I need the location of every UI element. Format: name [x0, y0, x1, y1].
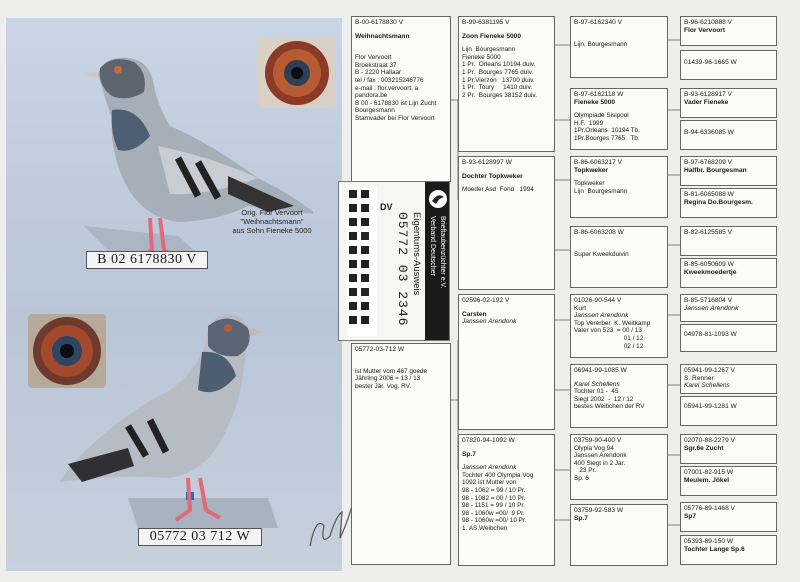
gen3-box [570, 156, 668, 218]
pigeon-info: Lijn, Bourgesmann [574, 40, 628, 48]
ring-number: 03759-92-583 W [574, 507, 624, 514]
pigeon-name: Dochter Topkweker [462, 172, 523, 180]
gen4-box [680, 226, 777, 256]
ring-number: B-93-6128917 V [684, 91, 733, 98]
pigeon-name: Sp.7 [574, 514, 588, 522]
ring-number: 02596-02-192 V [462, 297, 510, 304]
gen3-box [570, 504, 668, 566]
pigeon-name: Kurt [574, 304, 587, 312]
dam-dam-box [458, 434, 555, 566]
federation-logo-icon [427, 188, 449, 210]
breeder-name: Janssen Arendonk [462, 318, 517, 326]
sire-caption-line: aus Sohn Fieneke 5000 [232, 226, 312, 235]
card-federation-line2: Brieftaubenzüchter e.V. [439, 216, 446, 289]
ring-number: B-99-6381195 V [462, 19, 510, 26]
gen3-box [570, 294, 668, 358]
ring-number: B-85-6050609 W [684, 261, 734, 268]
gen3-box [570, 434, 668, 500]
pigeon-name: S. Renner [684, 374, 714, 382]
pigeon-name: Weihnachtsmann [355, 32, 410, 40]
sire-dam-box [458, 156, 555, 290]
ring-number: B-82-6125585 V [684, 229, 733, 236]
sire-caption-line: "Weihnachtsmann" [240, 217, 304, 226]
pigeon-name: Halfbr. Bourgesman [684, 166, 747, 174]
gen4-box [680, 16, 777, 46]
gen4-box [680, 396, 777, 426]
ring-number: 01026-90-544 V [574, 297, 622, 304]
gen4-box [680, 120, 777, 150]
ring-number: B-97-6768209 V [684, 159, 733, 166]
pigeon-name: Vader Fieneke [684, 98, 729, 106]
sire-sire-box [458, 16, 555, 152]
pigeon-name: Kweekmoedertje [684, 268, 737, 276]
gen4-box [680, 294, 777, 322]
gen3-box [570, 16, 668, 78]
breeder-name: Janssen Arendonk [684, 304, 739, 312]
card-number: 05772 03 2346 [395, 212, 410, 327]
gen4-box [680, 466, 777, 496]
ring-number: 05941-99-1281 W [684, 403, 737, 410]
pigeon-info: Lijn Bourgesmann Fieneke 5000 1 Pr. Orleans 10194 duiv. 1 Pr. Bourges 7765 duiv. 1 Pr.Vierzon 13700 duiv. 1 Pr. Toury 1410 duiv. 2 Pr. Bourges 38152 duiv. [462, 46, 537, 99]
gen4-box [680, 50, 777, 80]
pigeon-name: Fieneke 5000 [574, 98, 616, 106]
pigeon-name: Regina Do.Bourgesm. [684, 198, 753, 206]
gen4-box [680, 502, 777, 532]
pigeon-info: Topkweker Lijn Bourgesmann [574, 180, 628, 195]
ring-number: 05772-03-712 W [355, 346, 405, 353]
dam-ring-label: 05772 03 712 W [138, 528, 262, 546]
pigeon-name: Zoon Fieneke 5000 [462, 32, 521, 40]
pigeon-info: Olypia Vog 94 Janssen Arendonk 400 Siegt in 2 Jar. 23 Pr. Sp. 6 [574, 444, 627, 482]
pigeon-info: ist Mutter vom 467 goede Jährling 2006 = 13 / 13 bester Jär. Vog. RV. [355, 367, 428, 390]
ring-number: B-86-6063208 W [574, 229, 624, 236]
pigeon-info: Flor Vervoort Broekstraat 37 B - 2220 Hallaar tel / fax : 003215246776 e-mail : flor.vervoort. a pandora.be B 00 - 6178830 ist Lijn Zucht Bourgesmann Stamvader bei Flor Vervoort [355, 54, 437, 122]
ring-number: B-97-6162340 V [574, 19, 623, 26]
ring-number: B-81-6065088 W [684, 191, 734, 198]
gen4-box [680, 324, 777, 352]
ring-number: 07001-82-915 W [684, 469, 734, 476]
sire-ring-label: B 02 6178830 V [86, 251, 208, 269]
sire-box [351, 16, 451, 182]
ring-number: 03759-90-400 V [574, 437, 622, 444]
card-federation-line1: Verband Deutscher [429, 216, 436, 276]
ring-number: B-97-6162118 W [574, 91, 624, 98]
sire-caption-line: Orig. Flor Vervoort [241, 208, 303, 217]
ring-number: 01439-96-1665 W [684, 59, 737, 66]
ring-number: 05393-89-150 W [684, 538, 734, 545]
pigeon-name: Flor Vervoort [684, 26, 726, 34]
gen4-box [680, 156, 777, 186]
pigeon-info: Tochter 01 - 45 Siegt 2002 - 12 / 12 bestes Weibchen der RV [574, 388, 645, 411]
pigeon-name: Sgr.6e Zucht [684, 444, 724, 452]
card-prefix: DV [380, 202, 393, 212]
gen4-box [680, 88, 777, 118]
ring-number: B-93-6128997 W [462, 159, 512, 166]
ring-number: B-96-6210888 V [684, 19, 733, 26]
card-federation-strip [425, 182, 450, 341]
pigeon-name: Sp.7 [462, 450, 476, 458]
pigeon-name: Meulem. Jökel [684, 476, 730, 484]
pigeon-name: Topkweker [574, 166, 608, 174]
ring-number: 05776-89-1468 V [684, 505, 735, 512]
gen4-box [680, 434, 777, 464]
breeder-name: Karel Schellens [574, 380, 620, 388]
gen4-box [680, 535, 777, 565]
breeder-name: Janssen Arendonk [462, 464, 517, 472]
pigeon-info: Top Vererber K. Weitkamp Vater von 523 = 00 / 13 01 / 12 02 / 12 [574, 319, 651, 350]
ring-number: B-86-6063217 V [574, 159, 623, 166]
pigeon-name: Tochter Lange Sp.6 [684, 545, 745, 553]
pigeon-info: Moeder Asd Fond 1994 [462, 186, 534, 194]
ring-number: B-00-6178830 V [355, 19, 404, 26]
breeder-name: Janssen Arendonk [574, 312, 629, 320]
gen3-box [570, 88, 668, 150]
ring-number: 06941-99-1085 W [574, 367, 627, 374]
ring-number: B-94-6336085 W [684, 129, 734, 136]
ring-number: 07820-94-1092 W [462, 437, 515, 444]
card-title: Eigentums-Ausweis [411, 212, 422, 296]
gen4-box [680, 364, 777, 394]
dam-box [351, 343, 451, 565]
pigeon-name: Carsten [462, 310, 487, 318]
gen3-box [570, 226, 668, 288]
gen4-box [680, 258, 777, 288]
pigeon-info: Super Kweekduivin [574, 250, 629, 258]
pigeon-info: Olympiade Sisipool H.F. 1999 1Pr.Orleans 10194 Tb. 1Pr.Bourges 7765 Tb. [574, 112, 640, 142]
gen3-box [570, 364, 668, 428]
ring-number: B-85-5716804 V [684, 297, 733, 304]
pigeon-name: Sp7 [684, 512, 697, 520]
ring-number: 02070-88-2279 V [684, 437, 735, 444]
breeder-name: Karel Schellens [684, 382, 730, 390]
dam-sire-box [458, 294, 555, 430]
ownership-card [338, 181, 450, 341]
ring-number: 04978-81-1093 W [684, 331, 737, 338]
gen4-box [680, 188, 777, 218]
pigeon-info: Tochter 400 Olympia Vog 1092 ist Mutter von 98 - 1062 = 99 / 10 Pr. 98 - 1082 = 00 / 10 Pr. 98 - 1151 = 99 / 10 Pr. 98 - 1060w =00/ 9 Pr. 98 - 1060w =00/ 10 Pr. 1. AS.Weibchen [462, 471, 534, 532]
ring-number: 05941-99-1267 V [684, 367, 735, 374]
card-pattern [347, 186, 377, 336]
